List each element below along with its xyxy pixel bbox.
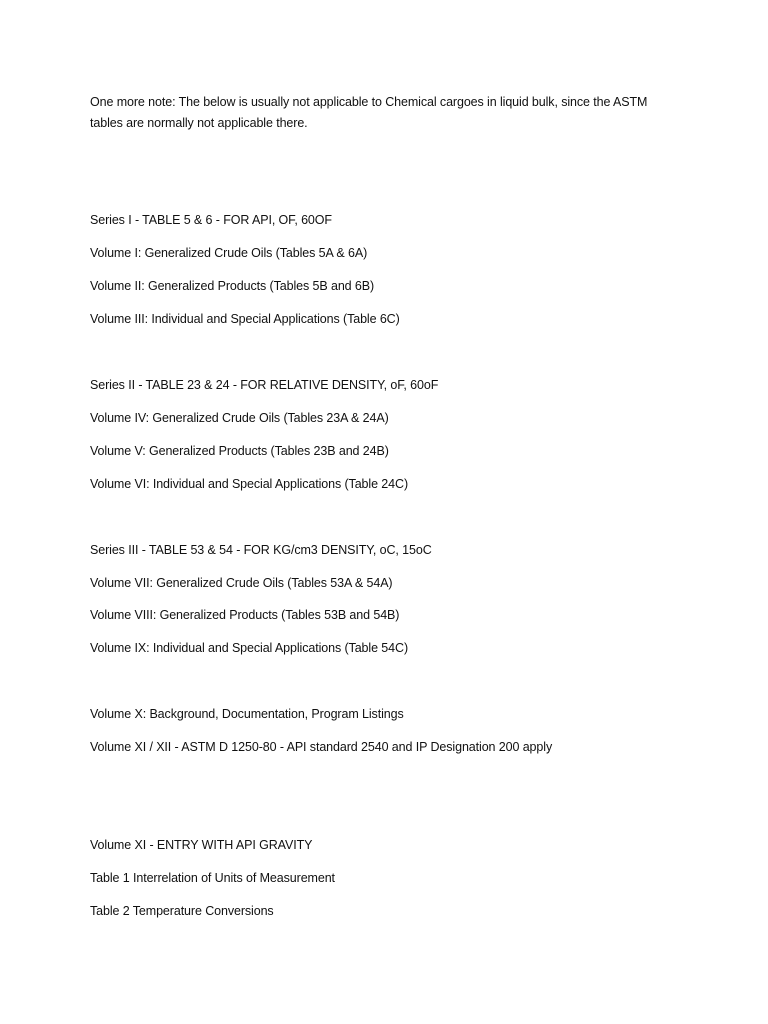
volume-9-line: Volume IX: Individual and Special Applications (Table 54C) [90, 641, 409, 655]
series-3-heading: Series III - TABLE 53 & 54 - FOR KG/cm3 DENSITY, oC, 15oC [90, 543, 432, 557]
volume-8-line: Volume VIII: Generalized Products (Tables 53B and 54B) [90, 608, 400, 622]
table-2-line: Table 2 Temperature Conversions [90, 904, 274, 918]
volume-7-line: Volume VII: Generalized Crude Oils (Tables 53A & 54A) [90, 576, 393, 590]
series-2-heading: Series II - TABLE 23 & 24 - FOR RELATIVE DENSITY, oF, 60oF [90, 378, 439, 392]
volume-5-line: Volume V: Generalized Products (Tables 23B and 24B) [90, 444, 389, 458]
series-1-heading: Series I - TABLE 5 & 6 - FOR API, OF, 60OF [90, 213, 332, 227]
volume-11-12-line: Volume XI / XII - ASTM D 1250-80 - API standard 2540 and IP Designation 200 apply [90, 740, 553, 754]
volume-10-line: Volume X: Background, Documentation, Program Listings [90, 707, 404, 721]
intro-note: One more note: The below is usually not applicable to Chemical cargoes in liquid bulk, since the ASTM tables are normally not applicable there. [90, 95, 648, 130]
volume-4-line: Volume IV: Generalized Crude Oils (Tables 23A & 24A) [90, 411, 389, 425]
volume-3-line: Volume III: Individual and Special Applications (Table 6C) [90, 312, 400, 326]
volume-1-line: Volume I: Generalized Crude Oils (Tables 5A & 6A) [90, 246, 368, 260]
volume-6-line: Volume VI: Individual and Special Applications (Table 24C) [90, 477, 409, 491]
volume-11-heading: Volume XI - ENTRY WITH API GRAVITY [90, 838, 313, 852]
volume-2-line: Volume II: Generalized Products (Tables 5B and 6B) [90, 279, 375, 293]
table-1-line: Table 1 Interrelation of Units of Measurement [90, 871, 335, 885]
